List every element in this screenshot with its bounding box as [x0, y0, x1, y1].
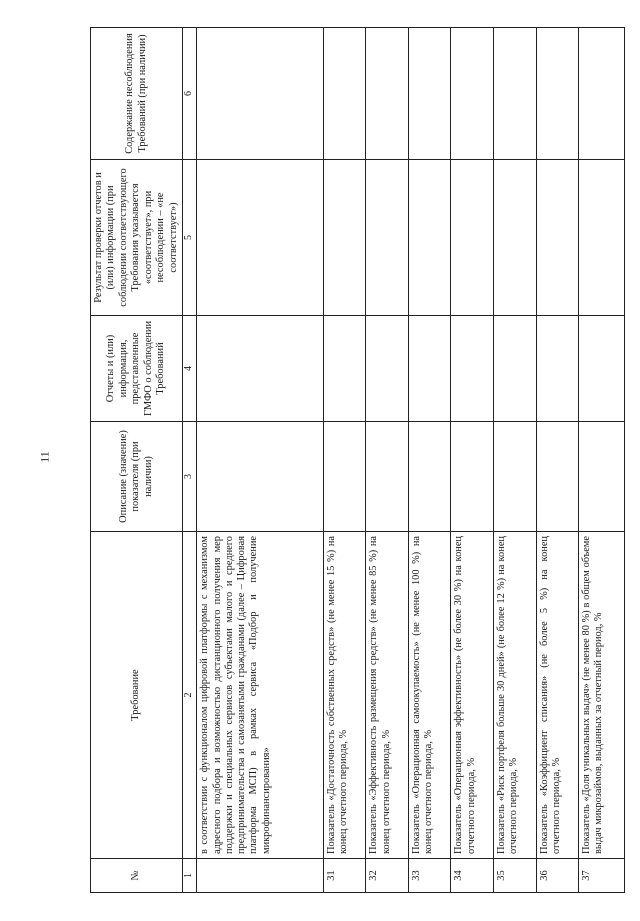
- header-description: Описание (значение) показателя (при наличии): [91, 422, 183, 532]
- table-row: [408, 28, 451, 893]
- row-number: 33: [408, 859, 451, 893]
- column-number: 5: [183, 160, 197, 316]
- table-row: [451, 28, 494, 893]
- header-result: Результат проверки отчетов и (или) информации (при соблюдении соответствующего Требования указывается «соответствует», при несоблюдении – «не соответствует»): [91, 160, 183, 316]
- column-number-row: [183, 28, 197, 893]
- requirement-text: Показатель «Эффективность размещения средств» (не менее 85 %) на конец отчетного периода, %: [366, 532, 409, 859]
- requirement-text: Показатель «Доля уникальных выдач» (не менее 80 %) в общем объеме выдач микрозаймов, выданных за отчетный период, %: [579, 532, 625, 859]
- column-number: 2: [183, 532, 197, 859]
- row-number: [197, 859, 324, 893]
- column-number: 4: [183, 316, 197, 422]
- row-number: 37: [579, 859, 625, 893]
- table-row: [494, 28, 537, 893]
- row-number: 32: [366, 859, 409, 893]
- row-number: 35: [494, 859, 537, 893]
- requirements-table: [90, 27, 625, 893]
- row-number: 34: [451, 859, 494, 893]
- table-row: [197, 28, 324, 893]
- requirement-text: Показатель «Достаточность собственных средств» (не менее 15 %) на конец отчетного периода, %: [323, 532, 366, 859]
- requirement-text: в соответствии с функционалом цифровой платформы с механизмом адресного подбора и возможностью дистанционного получения мер поддержки и специальных сервисов субъектами малого и среднего предпринимательства и самозанятыми гражданами (далее – Цифровая платформа МСП) в рамках сервиса «Подбор и получение микрофинансирования»: [197, 532, 324, 859]
- row-number: 31: [323, 859, 366, 893]
- row-number: 36: [536, 859, 579, 893]
- header-reports: Отчеты и (или) информация, представленные ГМФО о соблюдении Требований: [91, 316, 183, 422]
- rotated-table-container: [90, 28, 625, 893]
- header-content: Содержание несоблюдения Требований (при наличии): [91, 28, 183, 160]
- header-requirement: Требование: [91, 532, 183, 859]
- requirement-text: Показатель «Коэффициент списания» (не более 5 %) на конец отчетного периода, %: [536, 532, 579, 859]
- requirement-text: Показатель «Операционная самоокупаемость» (не менее 100 %) на конец отчетного периода, %: [408, 532, 451, 859]
- table-row: [579, 28, 625, 893]
- header-num: №: [91, 859, 183, 893]
- table-row: [323, 28, 366, 893]
- page-number: 11: [37, 451, 52, 463]
- table-row: [536, 28, 579, 893]
- column-number: 6: [183, 28, 197, 160]
- requirement-text: Показатель «Риск портфеля больше 30 дней» (не более 12 %) на конец отчетного периода, %: [494, 532, 537, 859]
- column-number: 1: [183, 859, 197, 893]
- table-row: [366, 28, 409, 893]
- requirement-text: Показатель «Операционная эффективность» (не более 30 %) на конец отчетного периода, %: [451, 532, 494, 859]
- column-number: 3: [183, 422, 197, 532]
